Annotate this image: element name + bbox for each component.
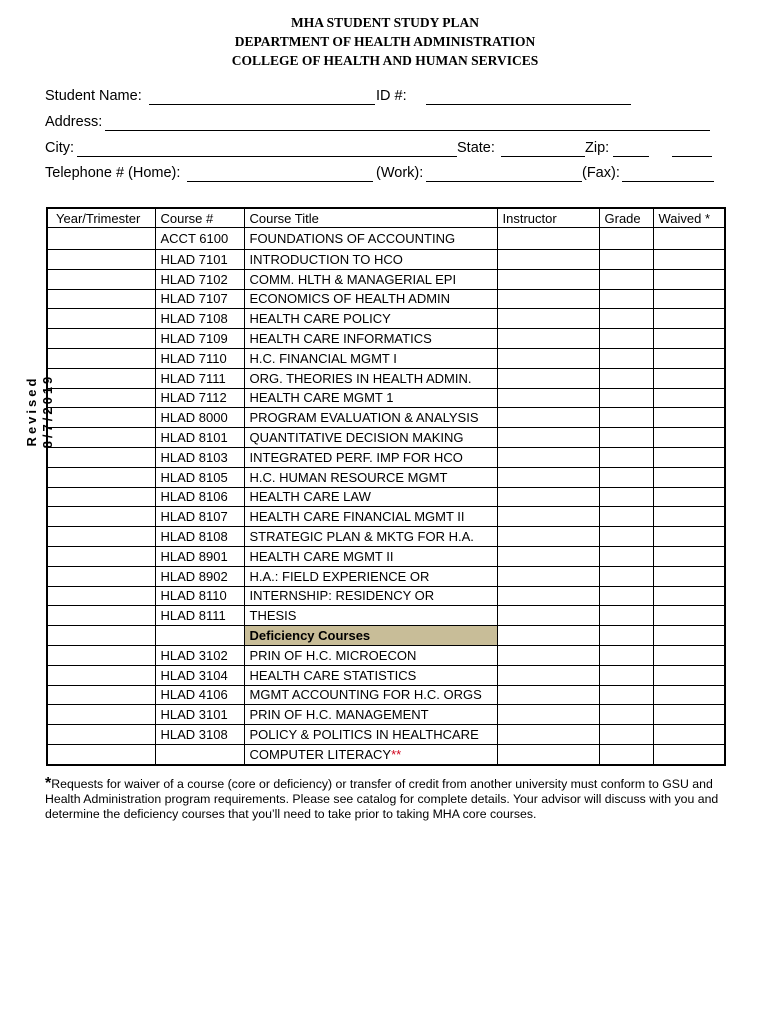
fax-label: (Fax):: [582, 165, 620, 181]
year-cell[interactable]: [47, 250, 155, 270]
grade-cell[interactable]: [599, 289, 653, 309]
computer-literacy-title: [244, 744, 497, 764]
waived-cell[interactable]: [653, 606, 725, 626]
year-cell[interactable]: [47, 744, 155, 764]
instructor-cell[interactable]: [497, 665, 599, 685]
grade-cell[interactable]: [599, 527, 653, 547]
zip-extension-field[interactable]: [672, 156, 712, 157]
year-cell[interactable]: [47, 348, 155, 368]
work-label: (Work):: [376, 165, 424, 181]
course-number-cell: HLAD 7112: [155, 388, 244, 408]
waived-cell[interactable]: [653, 507, 725, 527]
table-row: [47, 487, 725, 507]
student-name-row: [45, 88, 725, 108]
course-title-cell: THESIS: [244, 606, 497, 626]
instructor-cell[interactable]: [497, 546, 599, 566]
header-grade: Grade: [599, 208, 653, 228]
instructor-cell[interactable]: [497, 408, 599, 428]
grade-cell[interactable]: [599, 329, 653, 349]
year-cell[interactable]: [47, 467, 155, 487]
instructor-cell[interactable]: [497, 467, 599, 487]
telephone-row: [45, 165, 725, 185]
computer-literacy-asterisks: **: [391, 746, 402, 762]
table-row: [47, 447, 725, 467]
course-number-cell: HLAD 8111: [155, 606, 244, 626]
course-title-cell: INTEGRATED PERF. IMP FOR HCO: [244, 447, 497, 467]
instructor-cell[interactable]: [497, 368, 599, 388]
instructor-cell[interactable]: [497, 228, 599, 250]
id-field[interactable]: [426, 104, 631, 105]
waived-cell[interactable]: [653, 289, 725, 309]
waived-cell[interactable]: [653, 566, 725, 586]
course-title-cell: COMM. HLTH & MANAGERIAL EPI: [244, 269, 497, 289]
student-name-field[interactable]: [149, 104, 375, 105]
grade-cell[interactable]: [599, 467, 653, 487]
course-title-cell: FOUNDATIONS OF ACCOUNTING: [244, 228, 497, 250]
header-course-title: Course Title: [244, 208, 497, 228]
city-row: [45, 140, 725, 160]
header-line-1: MHA STUDENT STUDY PLAN: [291, 15, 479, 30]
instructor-cell[interactable]: [497, 705, 599, 725]
waived-cell[interactable]: [653, 348, 725, 368]
grade-cell[interactable]: [599, 566, 653, 586]
course-number-cell: HLAD 8105: [155, 467, 244, 487]
year-cell[interactable]: [47, 527, 155, 547]
instructor-cell[interactable]: [497, 507, 599, 527]
waived-cell[interactable]: [653, 428, 725, 448]
computer-literacy-label: COMPUTER LITERACY: [249, 746, 392, 762]
grade-cell[interactable]: [599, 744, 653, 764]
year-cell[interactable]: [47, 269, 155, 289]
header-waived: Waived *: [653, 208, 725, 228]
telephone-home-field[interactable]: [187, 181, 373, 182]
table-row: [47, 408, 725, 428]
grade-cell[interactable]: [599, 626, 653, 646]
instructor-cell[interactable]: [497, 269, 599, 289]
grade-cell[interactable]: [599, 368, 653, 388]
grade-cell[interactable]: [599, 309, 653, 329]
grade-cell[interactable]: [599, 269, 653, 289]
instructor-cell[interactable]: [497, 685, 599, 705]
core-courses-body: [47, 228, 725, 626]
grade-cell[interactable]: [599, 408, 653, 428]
waived-cell[interactable]: [653, 228, 725, 250]
table-row: [47, 368, 725, 388]
instructor-cell[interactable]: [497, 250, 599, 270]
course-number-cell: HLAD 7102: [155, 269, 244, 289]
deficiency-courses-heading: Deficiency Courses: [244, 626, 497, 646]
waived-cell[interactable]: [653, 329, 725, 349]
table-row: [47, 250, 725, 270]
instructor-cell[interactable]: [497, 725, 599, 745]
year-cell[interactable]: [47, 309, 155, 329]
revised-date: 8/7/2019: [40, 373, 55, 449]
header-instructor: Instructor: [497, 208, 599, 228]
address-label: Address:: [45, 114, 103, 130]
year-cell[interactable]: [47, 447, 155, 467]
grade-cell[interactable]: [599, 388, 653, 408]
course-number-cell: HLAD 8000: [155, 408, 244, 428]
course-number-cell: HLAD 7101: [155, 250, 244, 270]
year-cell[interactable]: [47, 626, 155, 646]
course-number-cell: HLAD 4106: [155, 685, 244, 705]
year-cell[interactable]: [47, 289, 155, 309]
grade-cell[interactable]: [599, 487, 653, 507]
instructor-cell[interactable]: [497, 388, 599, 408]
city-field[interactable]: [77, 156, 457, 157]
year-cell[interactable]: [47, 329, 155, 349]
course-title-cell: PRIN OF H.C. MANAGEMENT: [244, 705, 497, 725]
table-row: [47, 546, 725, 566]
grade-cell[interactable]: [599, 447, 653, 467]
waived-cell[interactable]: [653, 725, 725, 745]
instructor-cell[interactable]: [497, 626, 599, 646]
student-name-label: Student Name:: [45, 88, 142, 104]
grade-cell[interactable]: [599, 428, 653, 448]
year-cell[interactable]: [47, 645, 155, 665]
grade-cell[interactable]: [599, 228, 653, 250]
waived-cell[interactable]: [653, 645, 725, 665]
document-header: [0, 13, 770, 70]
course-number-cell: HLAD 7108: [155, 309, 244, 329]
header-course-number: Course #: [155, 208, 244, 228]
course-number-cell: HLAD 7111: [155, 368, 244, 388]
course-title-cell: H.A.: FIELD EXPERIENCE OR: [244, 566, 497, 586]
instructor-cell[interactable]: [497, 566, 599, 586]
table-row: [47, 725, 725, 745]
course-title-cell: INTRODUCTION TO HCO: [244, 250, 497, 270]
table-row: [47, 428, 725, 448]
waived-cell[interactable]: [653, 665, 725, 685]
table-row: [47, 289, 725, 309]
year-cell[interactable]: [47, 566, 155, 586]
grade-cell[interactable]: [599, 546, 653, 566]
course-number-cell: [155, 626, 244, 646]
grade-cell[interactable]: [599, 606, 653, 626]
grade-cell[interactable]: [599, 507, 653, 527]
instructor-cell[interactable]: [497, 289, 599, 309]
table-row: [47, 566, 725, 586]
grade-cell[interactable]: [599, 705, 653, 725]
course-number-cell: HLAD 7110: [155, 348, 244, 368]
course-number-cell: ACCT 6100: [155, 228, 244, 250]
course-title-cell: PROGRAM EVALUATION & ANALYSIS: [244, 408, 497, 428]
year-cell[interactable]: [47, 586, 155, 606]
waived-cell[interactable]: [653, 408, 725, 428]
course-number-cell: HLAD 8108: [155, 527, 244, 547]
table-row: [47, 467, 725, 487]
header-year-trimester: Year/Trimester: [47, 208, 155, 228]
year-cell[interactable]: [47, 228, 155, 250]
year-cell[interactable]: [47, 507, 155, 527]
header-line-3: COLLEGE OF HEALTH AND HUMAN SERVICES: [231, 53, 539, 68]
header-line-2: DEPARTMENT OF HEALTH ADMINISTRATION: [234, 34, 536, 49]
zip-field[interactable]: [613, 156, 649, 157]
course-number-cell: HLAD 8106: [155, 487, 244, 507]
course-title-cell: H.C. FINANCIAL MGMT I: [244, 348, 497, 368]
state-field[interactable]: [501, 156, 585, 157]
course-number-cell: HLAD 7109: [155, 329, 244, 349]
revised-label: Revised: [24, 375, 39, 447]
year-cell[interactable]: [47, 705, 155, 725]
instructor-cell[interactable]: [497, 309, 599, 329]
table-row: [47, 269, 725, 289]
course-title-cell: PRIN OF H.C. MICROECON: [244, 645, 497, 665]
waived-cell[interactable]: [653, 626, 725, 646]
computer-literacy-row: [47, 744, 725, 764]
course-title-cell: STRATEGIC PLAN & MKTG FOR H.A.: [244, 527, 497, 547]
footnote-asterisk: *: [45, 775, 52, 792]
waived-cell[interactable]: [653, 586, 725, 606]
instructor-cell[interactable]: [497, 348, 599, 368]
footnote-text: Requests for waiver of a course (core or deficiency) or transfer of credit from another university must conform to GSU and Health Administration program requirements. Please see catalog for complete details. Your advisor will discuss with you and determine the deficiency courses that you’ll need to take prior to taking MHA core courses.: [45, 777, 719, 821]
waived-cell[interactable]: [653, 467, 725, 487]
year-cell[interactable]: [47, 408, 155, 428]
table-row: [47, 507, 725, 527]
table-row: [47, 705, 725, 725]
table-row: [47, 388, 725, 408]
instructor-cell[interactable]: [497, 744, 599, 764]
waived-cell[interactable]: [653, 250, 725, 270]
instructor-cell[interactable]: [497, 645, 599, 665]
table-row: [47, 645, 725, 665]
table-row: [47, 309, 725, 329]
course-number-cell: HLAD 3102: [155, 645, 244, 665]
year-cell[interactable]: [47, 388, 155, 408]
instructor-cell[interactable]: [497, 487, 599, 507]
grade-cell[interactable]: [599, 665, 653, 685]
waived-cell[interactable]: [653, 309, 725, 329]
course-title-cell: QUANTITATIVE DECISION MAKING: [244, 428, 497, 448]
table-row: [47, 586, 725, 606]
year-cell[interactable]: [47, 487, 155, 507]
waived-cell[interactable]: [653, 705, 725, 725]
instructor-cell[interactable]: [497, 329, 599, 349]
table-row: [47, 606, 725, 626]
instructor-cell[interactable]: [497, 527, 599, 547]
year-cell[interactable]: [47, 546, 155, 566]
table-row: [47, 665, 725, 685]
course-number-cell: HLAD 3104: [155, 665, 244, 685]
course-number-cell: HLAD 8103: [155, 447, 244, 467]
course-title-cell: HEALTH CARE POLICY: [244, 309, 497, 329]
course-title-cell: ECONOMICS OF HEALTH ADMIN: [244, 289, 497, 309]
fax-field[interactable]: [622, 181, 714, 182]
waived-cell[interactable]: [653, 368, 725, 388]
deficiency-heading-row: [47, 626, 725, 646]
waived-cell[interactable]: [653, 269, 725, 289]
study-plan-table: [46, 207, 726, 766]
year-cell[interactable]: [47, 368, 155, 388]
deficiency-section: [47, 626, 725, 646]
waived-cell[interactable]: [653, 744, 725, 764]
table-row: [47, 228, 725, 250]
address-field[interactable]: [105, 130, 710, 131]
address-row: [45, 114, 725, 134]
course-title-cell: HEALTH CARE INFORMATICS: [244, 329, 497, 349]
course-title-cell: HEALTH CARE LAW: [244, 487, 497, 507]
city-label: City:: [45, 140, 74, 156]
course-title-cell: POLICY & POLITICS IN HEALTHCARE: [244, 725, 497, 745]
course-title-cell: HEALTH CARE MGMT II: [244, 546, 497, 566]
grade-cell[interactable]: [599, 725, 653, 745]
course-number-cell: HLAD 8110: [155, 586, 244, 606]
course-number-cell: [155, 744, 244, 764]
waived-cell[interactable]: [653, 447, 725, 467]
course-number-cell: HLAD 8101: [155, 428, 244, 448]
deficiency-courses-body: [47, 645, 725, 744]
instructor-cell[interactable]: [497, 428, 599, 448]
table-row: [47, 348, 725, 368]
year-cell[interactable]: [47, 685, 155, 705]
state-label: State:: [457, 140, 495, 156]
course-title-cell: HEALTH CARE MGMT 1: [244, 388, 497, 408]
course-number-cell: HLAD 8901: [155, 546, 244, 566]
course-title-cell: ORG. THEORIES IN HEALTH ADMIN.: [244, 368, 497, 388]
table-row: [47, 329, 725, 349]
course-title-cell: HEALTH CARE STATISTICS: [244, 665, 497, 685]
waived-cell[interactable]: [653, 546, 725, 566]
waived-cell[interactable]: [653, 527, 725, 547]
grade-cell[interactable]: [599, 250, 653, 270]
table-header-row: [47, 208, 725, 228]
telephone-home-label: Telephone # (Home):: [45, 165, 181, 181]
course-title-cell: INTERNSHIP: RESIDENCY OR: [244, 586, 497, 606]
course-number-cell: HLAD 8902: [155, 566, 244, 586]
waived-cell[interactable]: [653, 388, 725, 408]
waived-cell[interactable]: [653, 685, 725, 705]
grade-cell[interactable]: [599, 685, 653, 705]
waived-cell[interactable]: [653, 487, 725, 507]
grade-cell[interactable]: [599, 348, 653, 368]
instructor-cell[interactable]: [497, 586, 599, 606]
course-number-cell: HLAD 7107: [155, 289, 244, 309]
year-cell[interactable]: [47, 725, 155, 745]
course-title-cell: HEALTH CARE FINANCIAL MGMT II: [244, 507, 497, 527]
course-number-cell: HLAD 8107: [155, 507, 244, 527]
year-cell[interactable]: [47, 606, 155, 626]
instructor-cell[interactable]: [497, 447, 599, 467]
id-label: ID #:: [376, 88, 407, 104]
instructor-cell[interactable]: [497, 606, 599, 626]
waiver-footnote: [45, 776, 735, 822]
grade-cell[interactable]: [599, 645, 653, 665]
course-title-cell: MGMT ACCOUNTING FOR H.C. ORGS: [244, 685, 497, 705]
course-title-cell: H.C. HUMAN RESOURCE MGMT: [244, 467, 497, 487]
course-number-cell: HLAD 3101: [155, 705, 244, 725]
year-cell[interactable]: [47, 665, 155, 685]
work-phone-field[interactable]: [426, 181, 582, 182]
course-number-cell: HLAD 3108: [155, 725, 244, 745]
table-row: [47, 527, 725, 547]
grade-cell[interactable]: [599, 586, 653, 606]
table-row: [47, 685, 725, 705]
zip-label: Zip:: [585, 140, 610, 156]
year-cell[interactable]: [47, 428, 155, 448]
